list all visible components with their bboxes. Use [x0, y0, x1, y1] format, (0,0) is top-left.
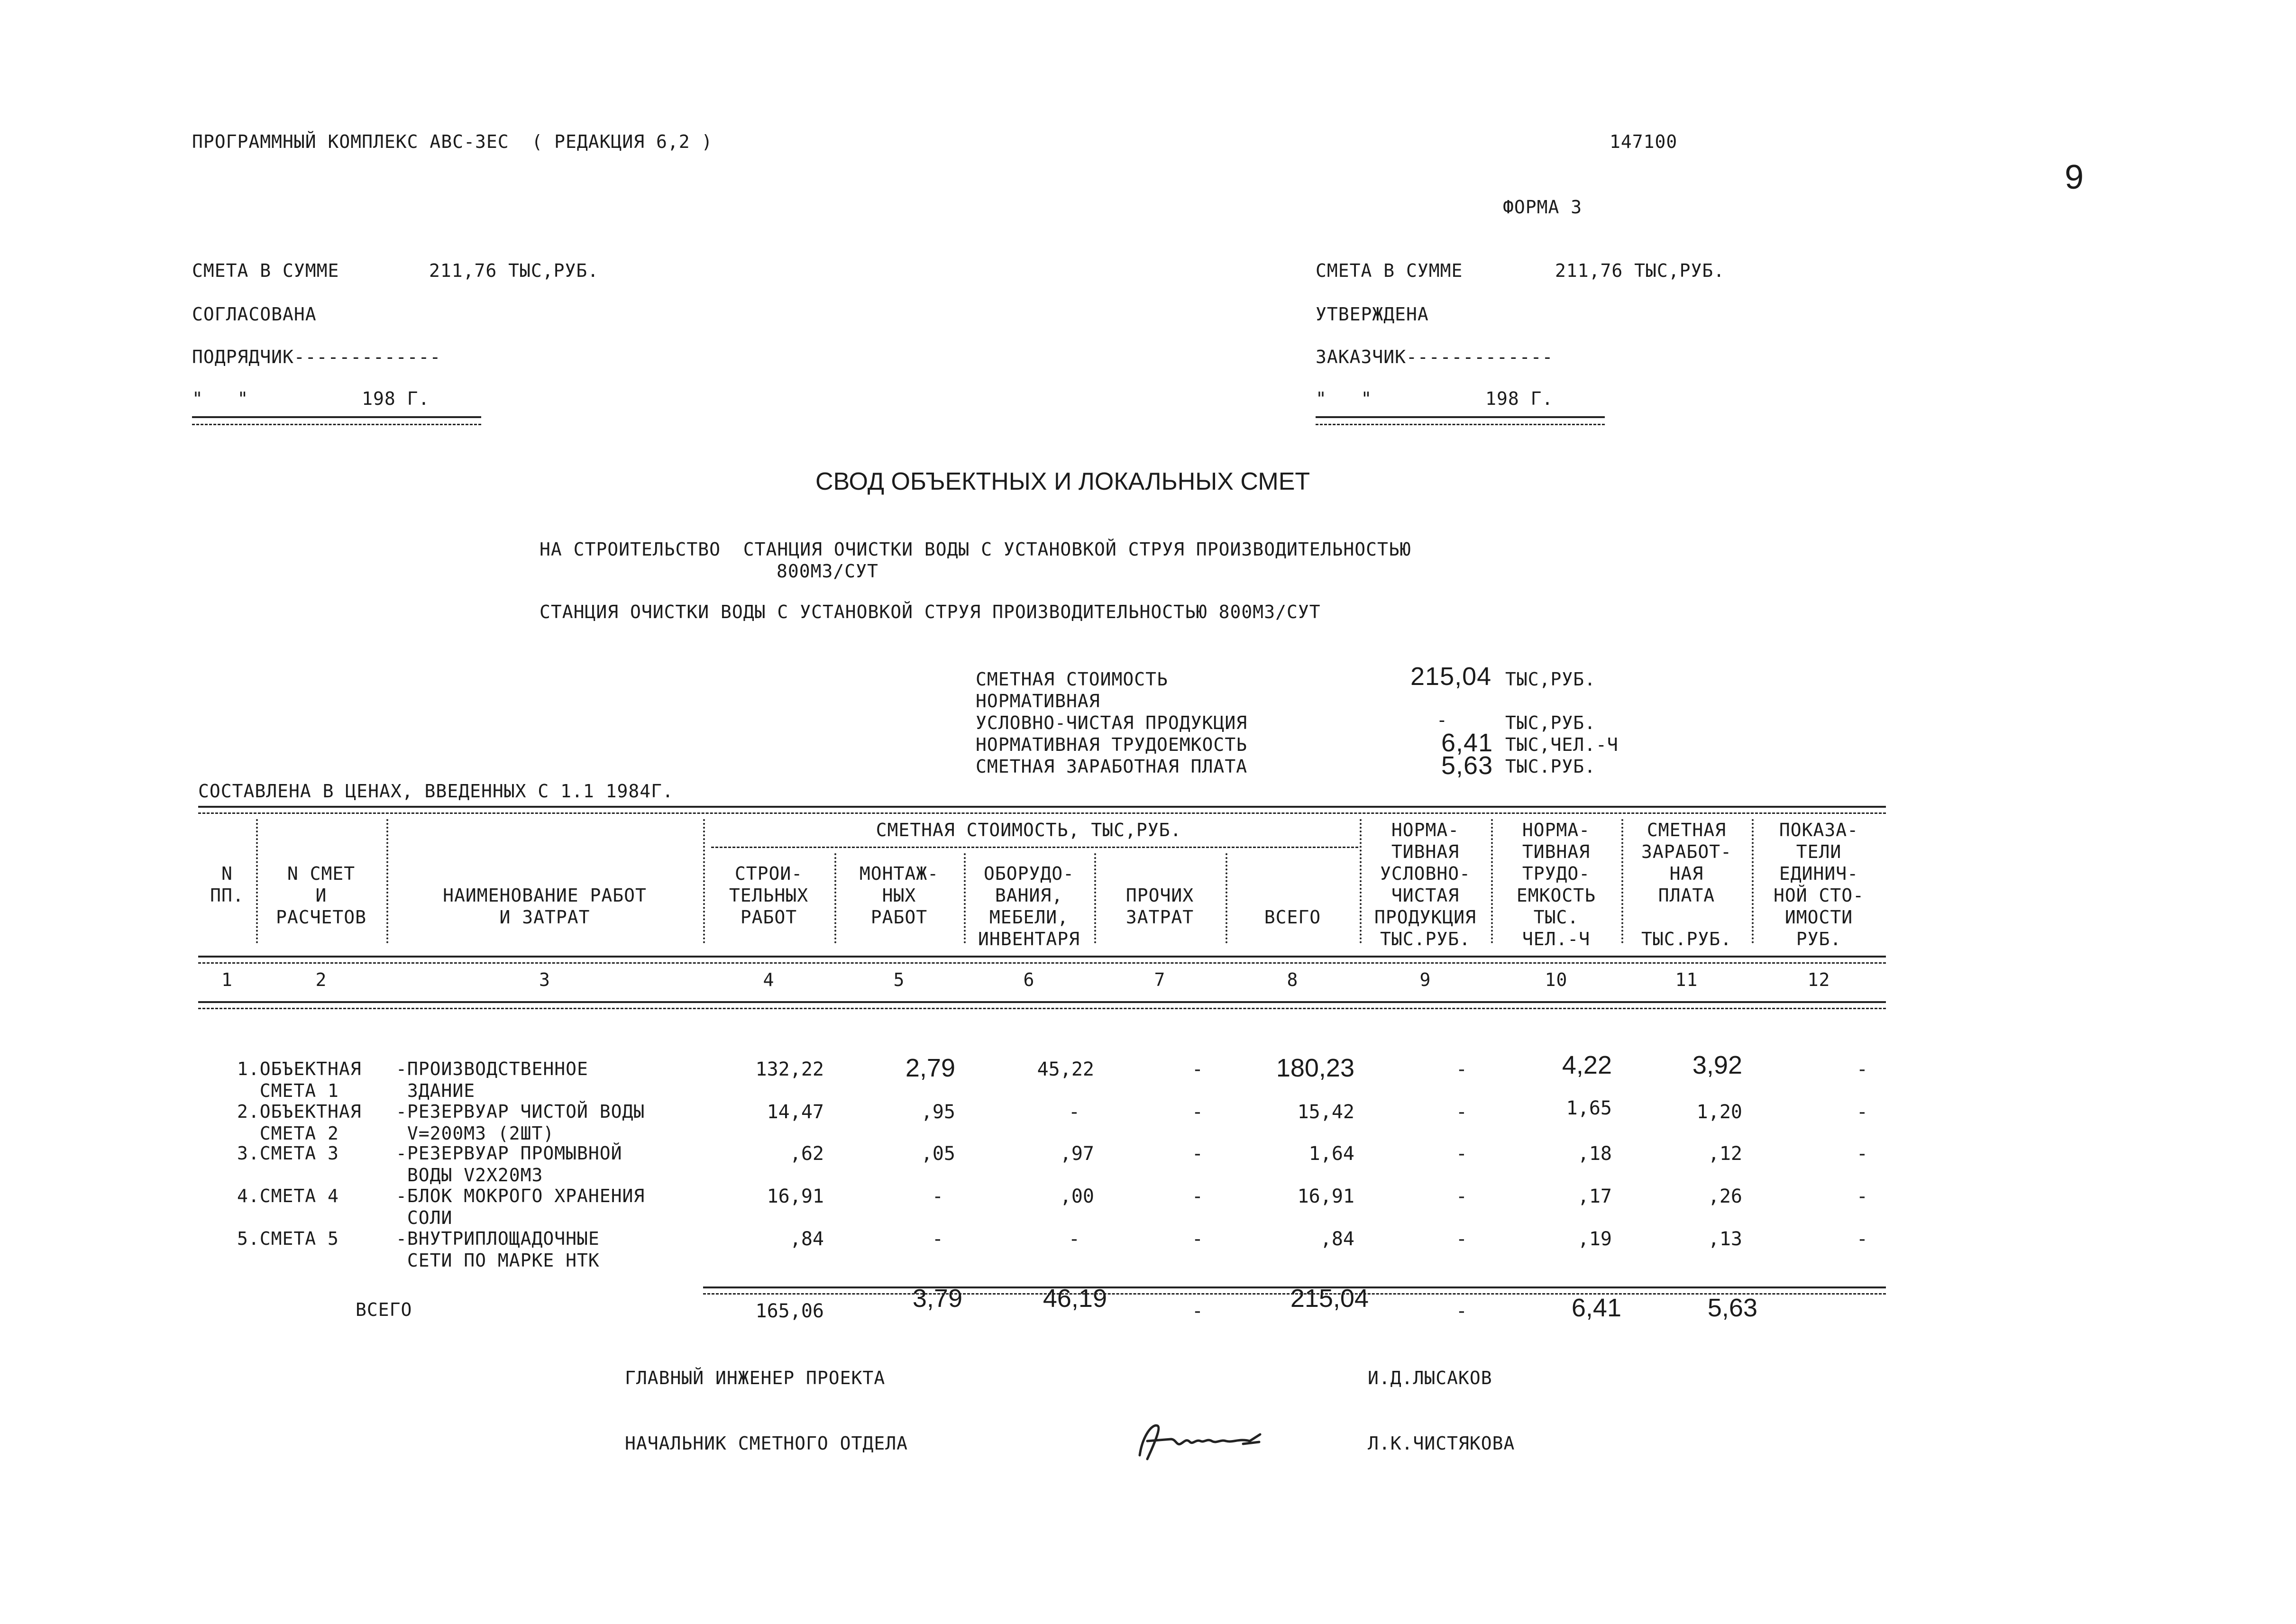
col-num-12: 12 [1807, 969, 1830, 990]
row-equipment: ,00 [1060, 1186, 1094, 1207]
signature-name-1: И.Д.ЛЫСАКОВ [1368, 1368, 1492, 1388]
total-labor: 6,41 [1571, 1294, 1621, 1322]
row-labor: ,17 [1577, 1186, 1612, 1207]
row-installation: ,95 [921, 1101, 955, 1123]
total-net-product: - [1455, 1300, 1467, 1322]
row-net-product: - [1455, 1101, 1467, 1123]
form-label: ФОРМА 3 [1503, 197, 1583, 218]
col-header-12: ПОКАЗА- ТЕЛИ ЕДИНИЧ- НОЙ СТО- ИМОСТИ РУБ. [1773, 820, 1865, 949]
row-work-name: -РЕЗЕРВУАР ЧИСТОЙ ВОДЫ V=200М3 (2ШТ) [396, 1101, 645, 1144]
col-header-10: НОРМА- ТИВНАЯ ТРУДО- ЕМКОСТЬ ТЫС. ЧЕЛ.-Ч [1516, 820, 1596, 949]
col-header-6: ОБОРУДО- ВАНИЯ, МЕБЕЛИ, ИНВЕНТАРЯ [978, 863, 1080, 949]
row-equipment: ,97 [1060, 1143, 1094, 1165]
right-date-underline-2 [1316, 424, 1605, 425]
col-num-8: 8 [1287, 969, 1299, 990]
row-labor: ,18 [1577, 1143, 1612, 1165]
col-num-11: 11 [1675, 969, 1698, 990]
row-estimate-number: 5.СМЕТА 5 [237, 1228, 339, 1249]
signature-role-1: ГЛАВНЫЙ ИНЖЕНЕР ПРОЕКТА [625, 1368, 886, 1388]
table-top-rule-2 [198, 812, 1886, 814]
col-header-1: N ПП. [210, 863, 244, 906]
row-wages: 3,92 [1692, 1051, 1742, 1079]
document-title: СВОД ОБЪЕКТНЫХ И ЛОКАЛЬНЫХ СМЕТ [815, 468, 1310, 495]
col-header-4: СТРОИ- ТЕЛЬНЫХ РАБОТ [729, 863, 809, 928]
row-other: - [1191, 1143, 1203, 1165]
summary-label-5: СМЕТНАЯ ЗАРАБОТНАЯ ПЛАТА [976, 756, 1248, 777]
summary-unit-4: ТЫС,ЧЕЛ.-Ч [1505, 734, 1619, 755]
row-construction: 132,22 [755, 1058, 824, 1080]
summary-label-2: НОРМАТИВНАЯ [976, 691, 1100, 712]
row-unit-cost: - [1856, 1058, 1868, 1080]
row-installation: - [932, 1228, 943, 1250]
col-num-2: 2 [315, 969, 327, 990]
subtitle-line-2: 800М3/СУТ [777, 561, 878, 582]
row-construction: ,62 [789, 1143, 824, 1165]
col-header-9: НОРМА- ТИВНАЯ УСЛОВНО- ЧИСТАЯ ПРОДУКЦИЯ ТЫС.РУБ. [1374, 820, 1476, 949]
row-net-product: - [1455, 1228, 1467, 1250]
row-labor: 4,22 [1562, 1051, 1612, 1079]
row-unit-cost: - [1856, 1228, 1868, 1250]
row-equipment: - [1068, 1101, 1080, 1123]
page-mark: 9 [2065, 158, 2084, 196]
row-unit-cost: - [1856, 1186, 1868, 1207]
row-wages: ,12 [1708, 1143, 1742, 1165]
program-title: ПРОГРАММНЫЙ КОМПЛЕКС АВС-3ЕС ( РЕДАКЦИЯ 6,2 ) [192, 131, 713, 152]
group-header-rule [711, 847, 1358, 848]
row-work-name: -БЛОК МОКРОГО ХРАНЕНИЯ СОЛИ [396, 1186, 645, 1228]
col-sep [1226, 853, 1227, 943]
left-date-underline-2 [192, 424, 481, 425]
subtitle-line-3: СТАНЦИЯ ОЧИСТКИ ВОДЫ С УСТАНОВКОЙ СТРУЯ ПРОИЗВОДИТЕЛЬНОСТЬЮ 800М3/СУТ [540, 602, 1321, 622]
row-equipment: 45,22 [1037, 1058, 1094, 1080]
left-status: СОГЛАСОВАНА [192, 304, 317, 325]
total-label: ВСЕГО [356, 1299, 412, 1320]
left-date: " " 198 Г. [192, 388, 430, 409]
signature-name-2: Л.К.ЧИСТЯКОВА [1368, 1433, 1515, 1454]
column-number-rule [198, 1001, 1886, 1003]
row-other: - [1191, 1186, 1203, 1207]
total-installation: 3,79 [912, 1284, 962, 1313]
col-header-11: СМЕТНАЯ ЗАРАБОТ- НАЯ ПЛАТА ТЫС.РУБ. [1641, 820, 1732, 949]
row-labor: ,19 [1577, 1228, 1612, 1250]
left-date-underline [192, 416, 481, 418]
right-status: УТВЕРЖДЕНА [1316, 304, 1429, 325]
row-work-name: -ВНУТРИПЛОЩАДОЧНЫЕ СЕТИ ПО МАРКЕ НТК [396, 1228, 600, 1271]
row-work-name: -ПРОИЗВОДСТВЕННОЕ ЗДАНИЕ [396, 1058, 588, 1101]
row-other: - [1191, 1058, 1203, 1080]
signature-role-2: НАЧАЛЬНИК СМЕТНОГО ОТДЕЛА [625, 1433, 908, 1454]
col-header-3: НАИМЕНОВАНИЕ РАБОТ И ЗАТРАТ [443, 885, 647, 928]
right-party: ЗАКАЗЧИК------------- [1316, 347, 1554, 367]
total-construction: 165,06 [755, 1300, 824, 1322]
table-top-rule [198, 806, 1886, 808]
summary-label-1: СМЕТНАЯ СТОИМОСТЬ [976, 669, 1168, 690]
prices-note: СОСТАВЛЕНА В ЦЕНАХ, ВВЕДЕННЫХ С 1.1 1984Г. [198, 781, 674, 802]
right-date-underline [1316, 416, 1605, 418]
row-wages: ,13 [1708, 1228, 1742, 1250]
row-installation: 2,79 [905, 1054, 955, 1082]
right-date: " " 198 Г. [1316, 388, 1554, 409]
row-total: 16,91 [1297, 1186, 1354, 1207]
row-wages: 1,20 [1696, 1101, 1742, 1123]
col-num-10: 10 [1545, 969, 1568, 990]
row-construction: 16,91 [767, 1186, 824, 1207]
row-unit-cost: - [1856, 1143, 1868, 1165]
document-number: 147100 [1610, 131, 1678, 152]
row-estimate-number: 1.ОБЪЕКТНАЯ СМЕТА 1 [237, 1058, 362, 1101]
row-wages: ,26 [1708, 1186, 1742, 1207]
group-header: СМЕТНАЯ СТОИМОСТЬ, ТЫС,РУБ. [876, 820, 1182, 840]
col-header-5: МОНТАЖ- НЫХ РАБОТ [859, 863, 939, 928]
total-wages: 5,63 [1707, 1294, 1757, 1322]
row-total: 1,64 [1308, 1143, 1354, 1165]
row-installation: - [932, 1186, 943, 1207]
row-installation: ,05 [921, 1143, 955, 1165]
summary-value-4: 6,41 [1441, 729, 1493, 757]
row-labor: 1,65 [1566, 1097, 1612, 1119]
summary-unit-3: ТЫС,РУБ. [1505, 712, 1596, 733]
left-amount-label: СМЕТА В СУММЕ [192, 260, 339, 281]
col-header-7: ПРОЧИХ ЗАТРАТ [1125, 885, 1194, 928]
col-num-3: 3 [539, 969, 550, 990]
row-other: - [1191, 1228, 1203, 1250]
row-other: - [1191, 1101, 1203, 1123]
row-construction: ,84 [789, 1228, 824, 1250]
column-number-rule-2 [198, 1008, 1886, 1009]
handwritten-signature [1133, 1417, 1271, 1465]
right-amount-label: СМЕТА В СУММЕ [1316, 260, 1463, 281]
row-construction: 14,47 [767, 1101, 824, 1123]
col-header-2: N СМЕТ И РАСЧЕТОВ [275, 863, 367, 928]
col-num-7: 7 [1154, 969, 1166, 990]
row-unit-cost: - [1856, 1101, 1868, 1123]
col-num-5: 5 [893, 969, 905, 990]
row-net-product: - [1455, 1186, 1467, 1207]
row-equipment: - [1068, 1228, 1080, 1250]
row-work-name: -РЕЗЕРВУАР ПРОМЫВНОЙ ВОДЫ V2Х20М3 [396, 1143, 622, 1186]
summary-value-5: 5,63 [1441, 751, 1493, 780]
col-num-4: 4 [763, 969, 775, 990]
subtitle-line-1: НА СТРОИТЕЛЬСТВО СТАНЦИЯ ОЧИСТКИ ВОДЫ С УСТАНОВКОЙ СТРУЯ ПРОИЗВОДИТЕЛЬНОСТЬЮ [540, 539, 1411, 560]
summary-unit-5: ТЫС.РУБ. [1505, 756, 1596, 777]
left-amount-value: 211,76 ТЫС,РУБ. [429, 260, 599, 281]
col-num-1: 1 [221, 969, 233, 990]
row-total: 15,42 [1297, 1101, 1354, 1123]
right-amount-value: 211,76 ТЫС,РУБ. [1555, 260, 1725, 281]
row-total: ,84 [1320, 1228, 1354, 1250]
summary-value-3: - [1436, 710, 1448, 730]
summary-label-4: НОРМАТИВНАЯ ТРУДОЕМКОСТЬ [976, 734, 1248, 755]
summary-unit-1: ТЫС,РУБ. [1505, 669, 1596, 690]
total-other: - [1191, 1300, 1203, 1322]
header-rule [198, 956, 1886, 958]
row-estimate-number: 2.ОБЪЕКТНАЯ СМЕТА 2 [237, 1101, 362, 1144]
row-total: 180,23 [1276, 1054, 1354, 1082]
header-rule-2 [198, 962, 1886, 964]
row-estimate-number: 4.СМЕТА 4 [237, 1186, 339, 1206]
row-net-product: - [1455, 1058, 1467, 1080]
summary-value-1: 215,04 [1410, 662, 1492, 691]
total-equipment: 46,19 [1043, 1284, 1107, 1313]
left-party: ПОДРЯДЧИК------------- [192, 347, 441, 367]
col-num-9: 9 [1419, 969, 1431, 990]
col-num-6: 6 [1023, 969, 1035, 990]
summary-label-3: УСЛОВНО-ЧИСТАЯ ПРОДУКЦИЯ [976, 712, 1248, 733]
total-sum: 215,04 [1290, 1284, 1369, 1313]
col-header-8: ВСЕГО [1264, 907, 1321, 928]
row-net-product: - [1455, 1143, 1467, 1165]
row-estimate-number: 3.СМЕТА 3 [237, 1143, 339, 1164]
